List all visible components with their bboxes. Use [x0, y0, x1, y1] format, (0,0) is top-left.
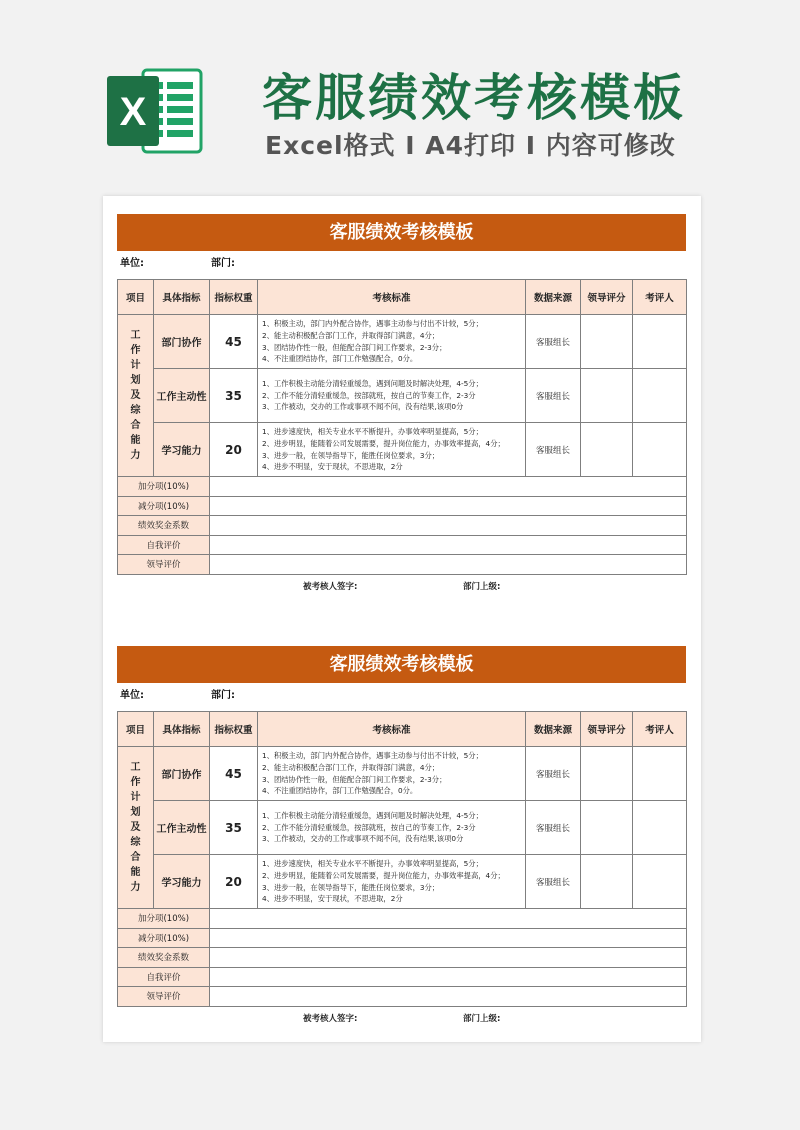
- criteria-line: 2、工作不能分清轻重缓急，按部就班，按自己的节奏工作，2-3分: [262, 390, 476, 400]
- leader-score-cell[interactable]: [581, 801, 633, 855]
- page-subtitle: Excel格式 I A4打印 I 内容可修改: [265, 131, 676, 160]
- footer-value-cell[interactable]: [210, 555, 687, 575]
- signature-row: [117, 575, 686, 597]
- criteria-cell[interactable]: [258, 315, 526, 369]
- table-row: [118, 423, 687, 477]
- footer-label: 绩效奖金系数: [118, 516, 210, 536]
- evaluator-cell[interactable]: [633, 423, 687, 477]
- unit-label: 单位:: [120, 258, 144, 269]
- table-row: [118, 315, 687, 369]
- indicator-cell[interactable]: 部门协作: [154, 315, 210, 369]
- criteria-line: 4、不注重团结协作，部门工作勉强配合，0分。: [262, 786, 418, 796]
- column-header: 项目: [118, 280, 154, 315]
- column-header: 数据来源: [526, 712, 581, 747]
- header-banner: [0, 0, 800, 190]
- footer-row: [118, 948, 687, 968]
- category-cell: [118, 315, 154, 477]
- footer-label: 减分项(10%): [118, 496, 210, 516]
- column-header: 领导评分: [581, 712, 633, 747]
- footer-value-cell[interactable]: [210, 496, 687, 516]
- column-header: 指标权重: [210, 712, 258, 747]
- footer-label: 加分项(10%): [118, 477, 210, 497]
- table-row: [118, 801, 687, 855]
- criteria-line: 2、工作不能分清轻重缓急，按部就班，按自己的节奏工作，2-3分: [262, 822, 476, 832]
- column-header: 考评人: [633, 280, 687, 315]
- footer-row: [118, 909, 687, 929]
- criteria-line: 2、能主动积极配合部门工作，并取得部门满意，4分；: [262, 762, 440, 772]
- footer-value-cell[interactable]: [210, 516, 687, 536]
- criteria-line: 4、进步不明显，安于现状，不思进取，2分: [262, 894, 403, 904]
- criteria-line: 1、工作积极主动能分清轻重缓急，遇到问题及时解决处理，4-5分；: [262, 379, 483, 389]
- evaluator-cell[interactable]: [633, 369, 687, 423]
- footer-row: [118, 967, 687, 987]
- weight-cell[interactable]: 35: [210, 369, 258, 423]
- leader-score-cell[interactable]: [581, 855, 633, 909]
- criteria-line: 3、工作被动，交办的工作或事项不闻不问，没有结果,该项0分: [262, 402, 464, 412]
- footer-label: 领导评价: [118, 987, 210, 1007]
- criteria-line: 3、进步一般，在领导指导下，能胜任岗位要求，3分；: [262, 882, 440, 892]
- column-header: 项目: [118, 712, 154, 747]
- indicator-cell[interactable]: 部门协作: [154, 747, 210, 801]
- appraisal-form: [117, 214, 686, 597]
- evaluator-cell[interactable]: [633, 801, 687, 855]
- criteria-line: 2、进步明显，能随着公司发展需要，提升岗位能力，办事效率提高，4分；: [262, 438, 505, 448]
- examinee-signature-label: 被考核人签字:: [303, 1013, 358, 1024]
- paper-sheet: [103, 196, 701, 1042]
- leader-score-cell[interactable]: [581, 423, 633, 477]
- examinee-signature-label: 被考核人签字:: [303, 581, 358, 592]
- evaluator-cell[interactable]: [633, 315, 687, 369]
- table-header-row: [118, 712, 687, 747]
- criteria-line: 2、能主动积极配合部门工作，并取得部门满意，4分；: [262, 330, 440, 340]
- column-header: 指标权重: [210, 280, 258, 315]
- footer-value-cell[interactable]: [210, 477, 687, 497]
- excel-letter: X: [119, 90, 147, 134]
- column-header: 具体指标: [154, 712, 210, 747]
- source-cell[interactable]: 客服组长: [526, 423, 581, 477]
- evaluator-cell[interactable]: [633, 855, 687, 909]
- footer-label: 自我评价: [118, 535, 210, 555]
- footer-row: [118, 496, 687, 516]
- footer-row: [118, 516, 687, 536]
- indicator-cell[interactable]: 学习能力: [154, 423, 210, 477]
- criteria-line: 3、团结协作性一般，但能配合部门间工作要求，2-3分；: [262, 774, 447, 784]
- dept-label: 部门:: [211, 690, 235, 701]
- table-row: [118, 747, 687, 801]
- table-row: [118, 369, 687, 423]
- footer-row: [118, 928, 687, 948]
- criteria-line: 2、进步明显，能随着公司发展需要，提升岗位能力，办事效率提高，4分；: [262, 870, 505, 880]
- criteria-cell[interactable]: [258, 855, 526, 909]
- column-header: 考核标准: [258, 280, 526, 315]
- criteria-line: 1、进步速度快，相关专业水平不断提升，办事效率明显提高，5分；: [262, 859, 483, 869]
- column-header: 考核标准: [258, 712, 526, 747]
- weight-cell[interactable]: 45: [210, 747, 258, 801]
- appraisal-table: [117, 711, 687, 1007]
- criteria-line: 1、积极主动，部门内外配合协作，遇事主动参与付出不计较，5分；: [262, 751, 483, 761]
- footer-row: [118, 477, 687, 497]
- form-title: 客服绩效考核模板: [117, 214, 686, 251]
- appraisal-table: [117, 279, 687, 575]
- table-header-row: [118, 280, 687, 315]
- column-header: 考评人: [633, 712, 687, 747]
- category-label: 工 作 计 划 及 综 合 能 力: [130, 762, 141, 893]
- indicator-cell[interactable]: 工作主动性: [154, 369, 210, 423]
- criteria-line: 4、进步不明显，安于现状，不思进取，2分: [262, 462, 403, 472]
- weight-cell[interactable]: 35: [210, 801, 258, 855]
- indicator-cell[interactable]: 学习能力: [154, 855, 210, 909]
- criteria-line: 4、不注重团结协作，部门工作勉强配合，0分。: [262, 354, 418, 364]
- footer-value-cell[interactable]: [210, 928, 687, 948]
- leader-score-cell[interactable]: [581, 369, 633, 423]
- category-label: 工 作 计 划 及 综 合 能 力: [130, 330, 141, 461]
- evaluator-cell[interactable]: [633, 747, 687, 801]
- footer-label: 自我评价: [118, 967, 210, 987]
- unit-label: 单位:: [120, 690, 144, 701]
- indicator-cell[interactable]: 工作主动性: [154, 801, 210, 855]
- footer-label: 减分项(10%): [118, 928, 210, 948]
- signature-row: [117, 1007, 686, 1029]
- criteria-line: 3、工作被动，交办的工作或事项不闻不问，没有结果,该项0分: [262, 834, 464, 844]
- criteria-cell[interactable]: [258, 801, 526, 855]
- table-row: [118, 855, 687, 909]
- footer-value-cell[interactable]: [210, 535, 687, 555]
- leader-score-cell[interactable]: [581, 315, 633, 369]
- footer-row: [118, 987, 687, 1007]
- source-cell[interactable]: 客服组长: [526, 747, 581, 801]
- dept-label: 部门:: [211, 258, 235, 269]
- excel-icon: [105, 62, 205, 160]
- source-cell[interactable]: 客服组长: [526, 855, 581, 909]
- weight-cell[interactable]: 20: [210, 423, 258, 477]
- footer-value-cell[interactable]: [210, 987, 687, 1007]
- appraisal-form: [117, 646, 686, 1029]
- footer-label: 加分项(10%): [118, 909, 210, 929]
- column-header: 数据来源: [526, 280, 581, 315]
- leader-score-cell[interactable]: [581, 747, 633, 801]
- column-header: 具体指标: [154, 280, 210, 315]
- footer-value-cell[interactable]: [210, 967, 687, 987]
- weight-cell[interactable]: 20: [210, 855, 258, 909]
- source-cell[interactable]: 客服组长: [526, 801, 581, 855]
- criteria-line: 3、进步一般，在领导指导下，能胜任岗位要求，3分；: [262, 450, 440, 460]
- form-meta: [117, 251, 686, 279]
- criteria-line: 1、进步速度快，相关专业水平不断提升，办事效率明显提高，5分；: [262, 427, 483, 437]
- footer-label: 领导评价: [118, 555, 210, 575]
- superior-signature-label: 部门上级:: [463, 1013, 501, 1024]
- footer-row: [118, 555, 687, 575]
- weight-cell[interactable]: 45: [210, 315, 258, 369]
- column-header: 领导评分: [581, 280, 633, 315]
- criteria-cell[interactable]: [258, 423, 526, 477]
- criteria-line: 3、团结协作性一般，但能配合部门间工作要求，2-3分；: [262, 342, 447, 352]
- footer-value-cell[interactable]: [210, 909, 687, 929]
- source-cell[interactable]: 客服组长: [526, 315, 581, 369]
- category-cell: [118, 747, 154, 909]
- form-title: 客服绩效考核模板: [117, 646, 686, 683]
- footer-row: [118, 535, 687, 555]
- criteria-line: 1、积极主动，部门内外配合协作，遇事主动参与付出不计较，5分；: [262, 319, 483, 329]
- superior-signature-label: 部门上级:: [463, 581, 501, 592]
- footer-value-cell[interactable]: [210, 948, 687, 968]
- criteria-cell[interactable]: [258, 369, 526, 423]
- criteria-cell[interactable]: [258, 747, 526, 801]
- form-meta: [117, 683, 686, 711]
- source-cell[interactable]: 客服组长: [526, 369, 581, 423]
- criteria-line: 1、工作积极主动能分清轻重缓急，遇到问题及时解决处理，4-5分；: [262, 811, 483, 821]
- footer-label: 绩效奖金系数: [118, 948, 210, 968]
- page-title: 客服绩效考核模板: [262, 69, 686, 127]
